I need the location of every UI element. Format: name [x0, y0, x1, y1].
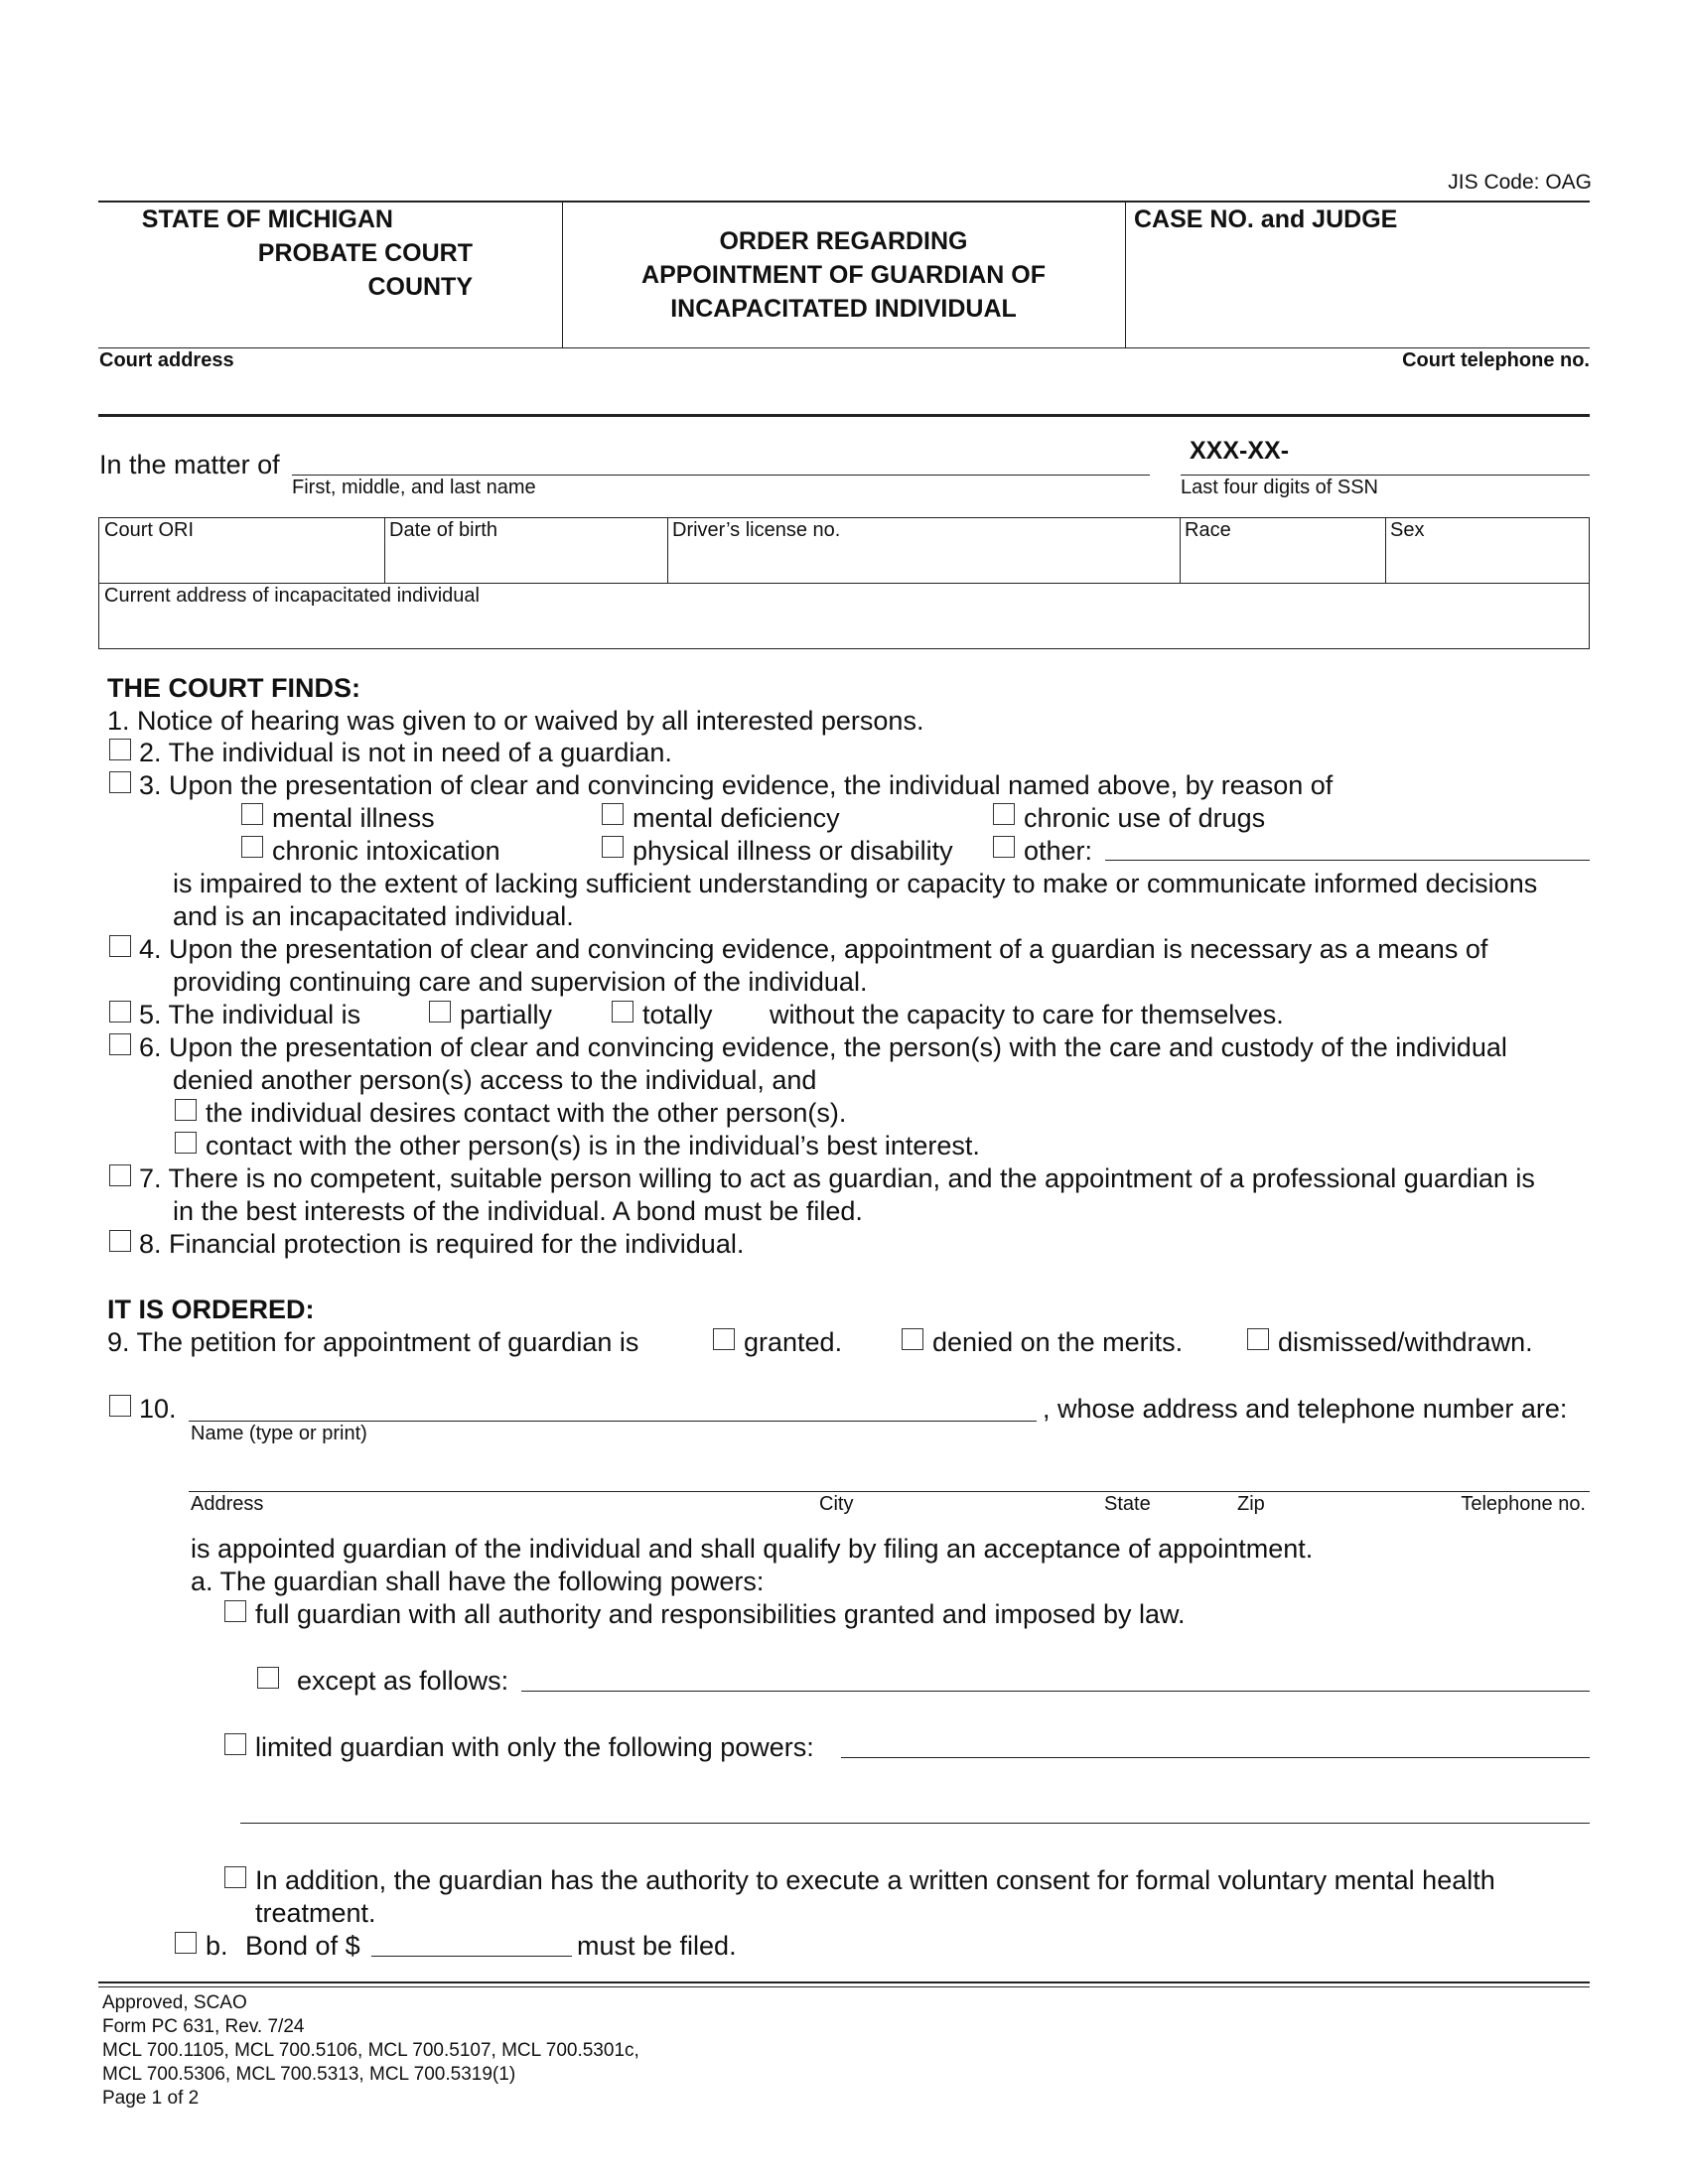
- guardian-name-field[interactable]: [189, 1421, 1037, 1422]
- chronic-intoxication-checkbox[interactable]: [241, 836, 263, 858]
- dismissed-checkbox[interactable]: [1247, 1328, 1269, 1350]
- individual-name-field[interactable]: [292, 475, 1150, 476]
- finding-6-line-1: 6. Upon the presentation of clear and convincing evidence, the person(s) with the care and custody of the individual: [139, 1032, 1507, 1062]
- bond-of-label: Bond of $: [245, 1931, 360, 1961]
- must-be-filed-label: must be filed.: [577, 1931, 737, 1961]
- guardian-address-field[interactable]: [189, 1491, 1590, 1492]
- bond-b-label: b.: [206, 1931, 228, 1961]
- finding-3-continued-2: and is an incapacitated individual.: [173, 901, 574, 931]
- order-10-number: 10.: [139, 1394, 177, 1424]
- header-divider-right: [1125, 201, 1126, 347]
- totally-label: totally: [642, 1000, 713, 1029]
- denied-label: denied on the merits.: [932, 1327, 1184, 1357]
- mental-health-consent-line-1: In addition, the guardian has the authority to execute a written consent for formal voluntary mental health: [255, 1865, 1495, 1895]
- form-title: [562, 224, 1125, 326]
- title-line-3: INCAPACITATED INDIVIDUAL: [670, 295, 1017, 323]
- bond-checkbox[interactable]: [175, 1932, 197, 1954]
- granted-label: granted.: [744, 1327, 843, 1357]
- court-phone-label: Court telephone no.: [1402, 349, 1590, 371]
- finding-6-line-2: denied another person(s) access to the individual, and: [173, 1065, 817, 1095]
- finding-3-checkbox[interactable]: [109, 771, 131, 793]
- limited-guardian-checkbox[interactable]: [224, 1733, 246, 1755]
- limited-powers-field-2[interactable]: [240, 1823, 1590, 1824]
- state-name: STATE OF MICHIGAN: [141, 205, 393, 233]
- finding-8-checkbox[interactable]: [109, 1230, 131, 1252]
- best-interest-checkbox[interactable]: [175, 1132, 197, 1154]
- race-label: Race: [1185, 519, 1231, 541]
- info-grid-col-4: [1385, 517, 1386, 583]
- mental-deficiency-checkbox[interactable]: [602, 803, 624, 825]
- county-label: COUNTY: [367, 273, 473, 301]
- mental-health-consent-line-2: treatment.: [255, 1898, 376, 1928]
- chronic-drugs-label: chronic use of drugs: [1024, 803, 1266, 833]
- court-name: PROBATE COURT: [257, 239, 473, 267]
- footer-approved: Approved, SCAO: [102, 1992, 247, 2013]
- finding-3: 3. Upon the presentation of clear and convincing evidence, the individual named above, by reason of: [139, 770, 1334, 800]
- order-10-tail: , whose address and telephone number are:: [1043, 1394, 1568, 1424]
- partially-checkbox[interactable]: [429, 1001, 451, 1023]
- info-grid-col-3: [1180, 517, 1181, 583]
- granted-checkbox[interactable]: [713, 1328, 735, 1350]
- footer-form-number: Form PC 631, Rev. 7/24: [102, 2016, 305, 2037]
- other-field[interactable]: [1105, 860, 1590, 861]
- other-label: other:: [1024, 836, 1093, 866]
- jis-code: JIS Code: OAG: [1448, 171, 1592, 194]
- finding-7-checkbox[interactable]: [109, 1164, 131, 1186]
- order-10-checkbox[interactable]: [109, 1395, 131, 1417]
- footer-rule-2: [98, 1986, 1590, 1987]
- info-grid-col-1: [384, 517, 385, 583]
- address-caption: Address: [191, 1493, 264, 1515]
- guardian-name-caption: Name (type or print): [191, 1423, 367, 1444]
- finding-2-checkbox[interactable]: [109, 739, 131, 760]
- powers-heading: a. The guardian shall have the following powers:: [191, 1567, 765, 1596]
- mental-deficiency-label: mental deficiency: [633, 803, 840, 833]
- best-interest-label: contact with the other person(s) is in the individual’s best interest.: [206, 1131, 980, 1160]
- ssn-caption: Last four digits of SSN: [1181, 477, 1378, 498]
- finding-4-line-2: providing continuing care and supervision of the individual.: [173, 967, 868, 997]
- sex-label: Sex: [1390, 519, 1425, 541]
- full-guardian-checkbox[interactable]: [224, 1600, 246, 1622]
- footer-rule-1: [98, 1981, 1590, 1983]
- individual-name-caption: First, middle, and last name: [292, 477, 536, 498]
- footer-block: [102, 1991, 639, 2111]
- limited-powers-field[interactable]: [841, 1757, 1590, 1758]
- mental-illness-label: mental illness: [272, 803, 435, 833]
- current-address-label: Current address of incapacitated individual: [104, 585, 480, 607]
- full-guardian-label: full guardian with all authority and responsibilities granted and imposed by law.: [255, 1599, 1186, 1629]
- dismissed-label: dismissed/withdrawn.: [1278, 1327, 1533, 1357]
- denied-checkbox[interactable]: [902, 1328, 923, 1350]
- footer-page: Page 1 of 2: [102, 2088, 200, 2109]
- finding-5-checkbox[interactable]: [109, 1001, 131, 1023]
- ssn-field[interactable]: [1181, 475, 1590, 476]
- court-address-label: Court address: [99, 349, 234, 371]
- title-line-1: ORDER REGARDING: [719, 227, 968, 255]
- info-grid-col-2: [667, 517, 668, 583]
- order-9: 9. The petition for appointment of guardian is: [107, 1327, 639, 1357]
- case-number-label: CASE NO. and JUDGE: [1134, 205, 1398, 233]
- physical-illness-label: physical illness or disability: [633, 836, 953, 866]
- finding-7-line-1: 7. There is no competent, suitable person willing to act as guardian, and the appointment of a professional guardian is: [139, 1163, 1535, 1193]
- footer-mcl-2: MCL 700.5306, MCL 700.5313, MCL 700.5319(1): [102, 2064, 516, 2085]
- footer-mcl-1: MCL 700.1105, MCL 700.5106, MCL 700.5107, MCL 700.5301c,: [102, 2040, 639, 2061]
- chronic-drugs-checkbox[interactable]: [993, 803, 1015, 825]
- except-label: except as follows:: [297, 1666, 509, 1696]
- court-name-block: [75, 203, 473, 304]
- physical-illness-checkbox[interactable]: [602, 836, 624, 858]
- finding-6-checkbox[interactable]: [109, 1033, 131, 1055]
- desires-contact-label: the individual desires contact with the other person(s).: [206, 1098, 847, 1128]
- ordered-heading: IT IS ORDERED:: [107, 1295, 315, 1324]
- other-checkbox[interactable]: [993, 836, 1015, 858]
- partially-label: partially: [460, 1000, 553, 1029]
- state-caption: State: [1104, 1493, 1151, 1515]
- zip-caption: Zip: [1237, 1493, 1265, 1515]
- except-field[interactable]: [521, 1691, 1590, 1692]
- finding-1: 1. Notice of hearing was given to or waived by all interested persons.: [107, 706, 924, 736]
- drivers-license-label: Driver’s license no.: [672, 519, 841, 541]
- finding-3-continued-1: is impaired to the extent of lacking sufficient understanding or capacity to make or communicate informed decisions: [173, 869, 1538, 898]
- totally-checkbox[interactable]: [612, 1001, 633, 1023]
- mental-health-consent-checkbox[interactable]: [224, 1866, 246, 1888]
- court-finds-heading: THE COURT FINDS:: [107, 673, 360, 703]
- header-bottom-rule: [98, 347, 1590, 348]
- court-address-rule: [98, 414, 1590, 417]
- finding-4-checkbox[interactable]: [109, 935, 131, 957]
- finding-4-line-1: 4. Upon the presentation of clear and convincing evidence, appointment of a guardian is necessary as a means of: [139, 934, 1488, 964]
- except-checkbox[interactable]: [257, 1667, 279, 1689]
- finding-7-line-2: in the best interests of the individual. A bond must be filed.: [173, 1196, 863, 1226]
- phone-caption: Telephone no.: [1461, 1493, 1586, 1515]
- appointed-text: is appointed guardian of the individual and shall qualify by filing an acceptance of appointment.: [191, 1534, 1314, 1564]
- city-caption: City: [819, 1493, 854, 1515]
- finding-2: 2. The individual is not in need of a guardian.: [139, 738, 672, 767]
- ssn-prefix: XXX-XX-: [1190, 437, 1290, 465]
- bond-amount-field[interactable]: [371, 1956, 572, 1957]
- mental-illness-checkbox[interactable]: [241, 803, 263, 825]
- finding-5-end: without the capacity to care for themselves.: [770, 1000, 1284, 1029]
- finding-5: 5. The individual is: [139, 1000, 361, 1029]
- chronic-intoxication-label: chronic intoxication: [272, 836, 500, 866]
- title-line-2: APPOINTMENT OF GUARDIAN OF: [641, 261, 1046, 289]
- dob-label: Date of birth: [389, 519, 497, 541]
- in-the-matter-of-label: In the matter of: [99, 450, 280, 479]
- info-grid-row-rule: [98, 583, 1590, 584]
- court-ori-label: Court ORI: [104, 519, 195, 541]
- limited-guardian-label: limited guardian with only the following powers:: [255, 1732, 814, 1762]
- finding-8: 8. Financial protection is required for the individual.: [139, 1229, 745, 1259]
- desires-contact-checkbox[interactable]: [175, 1099, 197, 1121]
